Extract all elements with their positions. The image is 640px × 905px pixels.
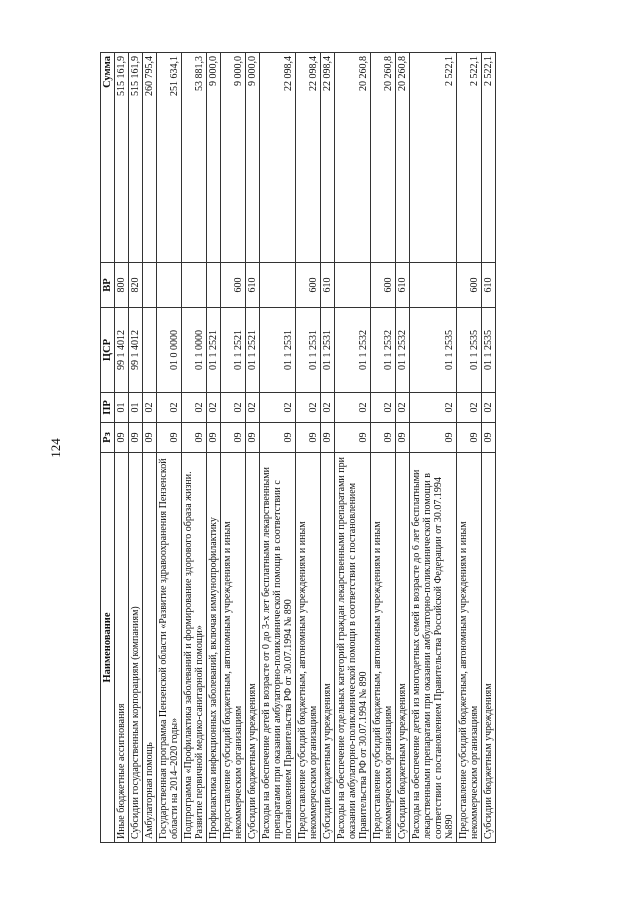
cell-name: Предоставление субсидий бюджетным, автономным учреждениям и иным некоммерческим организациям: [371, 453, 396, 843]
table-row: [157, 53, 182, 843]
cell-pr: 02: [371, 393, 396, 423]
cell-pr: 02: [207, 393, 221, 423]
header-rz: Рз: [101, 423, 115, 453]
cell-name: Иные бюджетные ассигнования: [115, 453, 129, 843]
cell-name: Государственная программа Пензенской области «Развитие здравоохранения Пензенской области на 2014–2020 годы»: [157, 453, 182, 843]
cell-csr: 01 1 2531: [321, 308, 335, 393]
cell-csr: 01 1 2532: [396, 308, 410, 393]
cell-pr: 02: [260, 393, 296, 423]
table-row: [207, 53, 221, 843]
cell-sum: 515 161,9: [115, 53, 129, 263]
cell-rz: 09: [457, 423, 482, 453]
header-pr: ПР: [101, 393, 115, 423]
cell-vr: 600: [371, 263, 396, 308]
cell-csr: 99 1 4012: [129, 308, 143, 393]
cell-rz: 09: [482, 423, 496, 453]
cell-vr: [260, 263, 296, 308]
cell-rz: 09: [321, 423, 335, 453]
header-sum: Сумма: [101, 53, 115, 263]
cell-vr: [143, 263, 157, 308]
cell-rz: 09: [410, 423, 457, 453]
table-row: [371, 53, 396, 843]
cell-name: Амбулаторная помощь: [143, 453, 157, 843]
table-row: [246, 53, 260, 843]
cell-sum: 251 634,1: [157, 53, 182, 263]
budget-table: [100, 52, 496, 843]
table-row: [335, 53, 371, 843]
cell-vr: 600: [221, 263, 246, 308]
cell-vr: [335, 263, 371, 308]
header-csr: ЦСР: [101, 308, 115, 393]
cell-csr: 01 1 2521: [246, 308, 260, 393]
cell-sum: 20 260,8: [396, 53, 410, 263]
table-row: [296, 53, 321, 843]
cell-csr: 01 1 2532: [371, 308, 396, 393]
cell-sum: 260 795,4: [143, 53, 157, 263]
cell-vr: 800: [115, 263, 129, 308]
cell-vr: 610: [321, 263, 335, 308]
cell-sum: 9 000,0: [246, 53, 260, 263]
cell-pr: 02: [157, 393, 182, 423]
cell-vr: 610: [482, 263, 496, 308]
cell-rz: 09: [221, 423, 246, 453]
table-row: [182, 53, 207, 843]
cell-csr: [143, 308, 157, 393]
table-row: [129, 53, 143, 843]
cell-csr: 01 0 0000: [157, 308, 182, 393]
cell-csr: 01 1 2521: [207, 308, 221, 393]
cell-csr: 01 1 2531: [260, 308, 296, 393]
cell-rz: 09: [335, 423, 371, 453]
cell-csr: 01 1 2532: [335, 308, 371, 393]
cell-rz: 09: [396, 423, 410, 453]
cell-name: Расходы на обеспечение детей в возрасте от 0 до 3-х лет бесплатными лекарственными препаратами при оказании амбулаторно-поликлинической помощи в соответствии с постановлением Правительства РФ от 30.07.1994 № 890: [260, 453, 296, 843]
rotated-table-container: [100, 53, 540, 843]
header-vr: ВР: [101, 263, 115, 308]
table-row: [221, 53, 246, 843]
table-row: [115, 53, 129, 843]
cell-name: Предоставление субсидий бюджетным, автономным учреждениям и иным некоммерческим организациям: [221, 453, 246, 843]
table-row: [260, 53, 296, 843]
cell-name: Предоставление субсидий бюджетным, автономным учреждениям и иным некоммерческим организациям: [296, 453, 321, 843]
table-row: [410, 53, 457, 843]
page-number: 124: [48, 438, 63, 458]
cell-pr: 02: [221, 393, 246, 423]
cell-pr: 02: [143, 393, 157, 423]
cell-vr: 820: [129, 263, 143, 308]
cell-rz: 09: [129, 423, 143, 453]
cell-rz: 09: [157, 423, 182, 453]
cell-rz: 09: [115, 423, 129, 453]
cell-sum: 515 161,9: [129, 53, 143, 263]
cell-name: Субсидии бюджетным учреждениям: [321, 453, 335, 843]
table-row: [457, 53, 482, 843]
cell-pr: 01: [129, 393, 143, 423]
cell-name: Субсидии бюджетным учреждениям: [482, 453, 496, 843]
table-row: [482, 53, 496, 843]
header-name: Наименование: [101, 453, 115, 843]
cell-sum: 2 522,1: [457, 53, 482, 263]
cell-pr: 02: [296, 393, 321, 423]
cell-pr: 02: [410, 393, 457, 423]
cell-csr: 01 1 2535: [482, 308, 496, 393]
cell-name: Субсидии государственным корпорациям (компаниям): [129, 453, 143, 843]
cell-pr: 02: [482, 393, 496, 423]
cell-vr: 610: [246, 263, 260, 308]
cell-rz: 09: [207, 423, 221, 453]
table-row: [321, 53, 335, 843]
cell-vr: [207, 263, 221, 308]
cell-pr: 02: [457, 393, 482, 423]
table-header-row: [101, 53, 115, 843]
cell-name: Расходы на обеспечение детей из многодетных семей в возрасте до 6 лет бесплатными лекарственными препаратами при оказании амбулаторно-поликлинической помощи в соответствии с постановлением Правительства Российской Федерации от 30.07.1994 №890: [410, 453, 457, 843]
table-row: [143, 53, 157, 843]
cell-name: Субсидии бюджетным учреждениям: [396, 453, 410, 843]
cell-vr: 610: [396, 263, 410, 308]
cell-pr: 02: [335, 393, 371, 423]
cell-name: Подпрограмма «Профилактика заболеваний и формирование здорового образа жизни. Развитие первичной медико-санитарной помощи»: [182, 453, 207, 843]
table-row: [396, 53, 410, 843]
cell-name: Предоставление субсидий бюджетным, автономным учреждениям и иным некоммерческим организациям: [457, 453, 482, 843]
cell-sum: 22 098,4: [260, 53, 296, 263]
cell-name: Расходы на обеспечение отдельных категорий граждан лекарственными препаратами при оказании амбулаторно-поликлинической помощи в соответствии с постановлением Правительства РФ от 30.07.1994 № 890: [335, 453, 371, 843]
cell-csr: 01 1 2531: [296, 308, 321, 393]
cell-vr: 600: [296, 263, 321, 308]
cell-csr: 01 1 2535: [410, 308, 457, 393]
cell-rz: 09: [246, 423, 260, 453]
cell-csr: 01 1 0000: [182, 308, 207, 393]
cell-pr: 02: [182, 393, 207, 423]
cell-rz: 09: [296, 423, 321, 453]
cell-rz: 09: [143, 423, 157, 453]
cell-vr: [157, 263, 182, 308]
cell-pr: 02: [396, 393, 410, 423]
cell-sum: 9 000,0: [221, 53, 246, 263]
cell-pr: 01: [115, 393, 129, 423]
cell-sum: 53 881,3: [182, 53, 207, 263]
cell-vr: [410, 263, 457, 308]
cell-sum: 22 098,4: [321, 53, 335, 263]
cell-sum: 2 522,1: [410, 53, 457, 263]
cell-pr: 02: [246, 393, 260, 423]
cell-sum: 2 522,1: [482, 53, 496, 263]
cell-csr: 01 1 2535: [457, 308, 482, 393]
cell-sum: 9 000,0: [207, 53, 221, 263]
cell-sum: 20 260,8: [335, 53, 371, 263]
cell-pr: 02: [321, 393, 335, 423]
cell-rz: 09: [260, 423, 296, 453]
cell-name: Профилактика инфекционных заболеваний, включая иммунопрофилактику: [207, 453, 221, 843]
cell-csr: 01 1 2521: [221, 308, 246, 393]
cell-name: Субсидии бюджетным учреждениям: [246, 453, 260, 843]
cell-sum: 22 098,4: [296, 53, 321, 263]
cell-rz: 09: [371, 423, 396, 453]
cell-rz: 09: [182, 423, 207, 453]
cell-sum: 20 260,8: [371, 53, 396, 263]
cell-csr: 99 1 4012: [115, 308, 129, 393]
cell-vr: [182, 263, 207, 308]
cell-vr: 600: [457, 263, 482, 308]
